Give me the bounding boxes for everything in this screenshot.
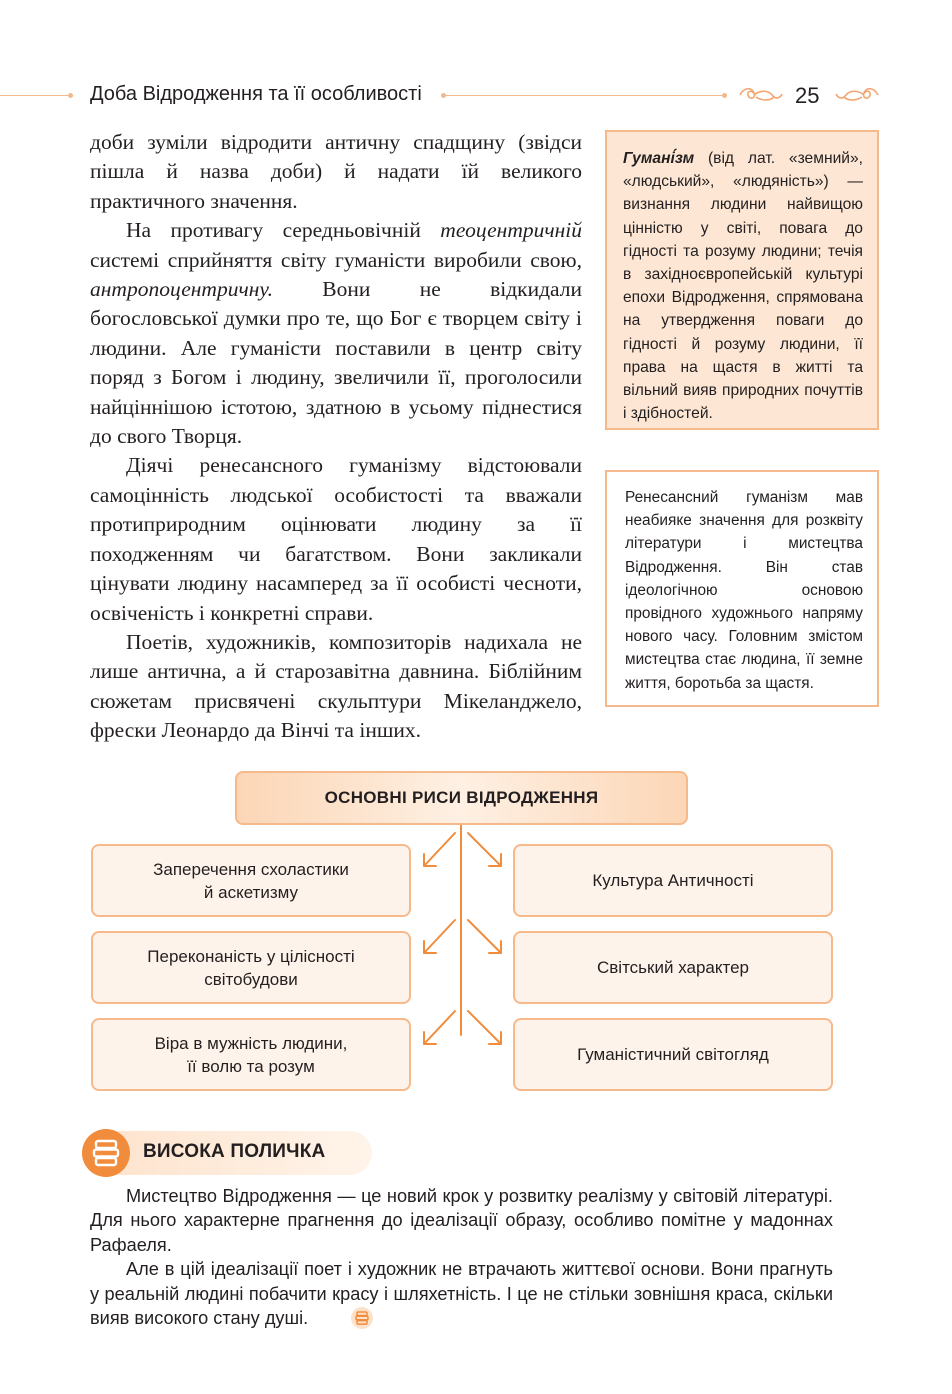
shelf-text xyxy=(90,1184,833,1330)
arrow-left-1 xyxy=(424,833,455,866)
bookshelf-icon xyxy=(82,1129,130,1177)
paragraph-4: Поетів, художників, композиторів надихала не лише антична, а й старозавітна давнина. Біблійним сюжетам присвячені скульптури Мікеланджело, фрески Леонардо да Вінчі та інших. xyxy=(90,629,582,743)
diagram-right-item-2: Світський характер xyxy=(513,931,833,1004)
diagram-right-item-1: Культура Античності xyxy=(513,844,833,917)
term-anthropocentric: антропоцентричну. xyxy=(90,277,273,302)
definition-term: Гумані́зм xyxy=(623,150,695,167)
arrow-right-2 xyxy=(468,920,501,953)
paragraph-1: доби зуміли відродити античну спадщину (звідси пішла й назва доби) й надати їй великого практичного значення. xyxy=(90,130,582,213)
paragraph-2-part-c: Вони не відкидали богословської думки про те, що Бог є творцем світу і людини. Але гуманісти поставили в центр світу поряд з Богом і людину, звеличили її, проголосили найціннішою істотою, здатною в усьому піднестися до свого Творця. xyxy=(90,277,582,449)
bookshelf-end-icon xyxy=(314,1306,338,1330)
paragraph-3: Діячі ренесансного гуманізму відстоювали самоцінність людської особистості та вважали протиприродним оцінювати людину за її походженням чи багатством. Вони закликали цінувати людину насамперед за її особисті чесноти, освіченість і конкретні справи. xyxy=(90,453,582,625)
term-theocentric: теоцентричній xyxy=(440,218,582,243)
shelf-paragraph-1: Мистецтво Відродження — це новий крок у розвитку реалізму у світовій літературі. Для нього характерне прагнення до ідеалізації образу, особливо помітне у мадоннах Рафаеля. xyxy=(90,1186,833,1255)
shelf-paragraph-2-text: Але в цій ідеалізації поет і художник не втрачають життєвої основи. Вони прагнуть у реальній людині побачити красу і шляхетність. І це не стільки зовнішня краса, скільки вияв високого стану душі. xyxy=(90,1259,833,1329)
arrow-left-2 xyxy=(424,920,455,953)
diagram-left-item-1: Заперечення схоластики й аскетизму xyxy=(91,844,411,917)
paragraph-2-part-a: На противагу середньовічній xyxy=(126,218,441,243)
diagram-left-item-3: Віра в мужність людини, її волю та розум xyxy=(91,1018,411,1091)
arrow-right-1 xyxy=(468,833,501,866)
diagram-right-item-3: Гуманістичний світогляд xyxy=(513,1018,833,1091)
diagram-title: ОСНОВНІ РИСИ ВІДРОДЖЕННЯ xyxy=(235,771,688,825)
page-number: 25 xyxy=(795,83,820,108)
definition-text: (від лат. «земний», «людський», «людяність») — визнання людини найвищою цінністю у світі, повага до гідності та розуму людини; течія в західноєвропейській культурі епохи Відродження, спрямована на утвердження поваги до гідності й розуму людини, її права на щастя в житті та вільний вияв природних почуттів і здібностей. xyxy=(623,150,863,423)
diagram-left-item-2: Переконаність у цілісності світобудови xyxy=(91,931,411,1004)
arrow-left-3 xyxy=(424,1011,455,1044)
arrow-right-3 xyxy=(468,1011,501,1044)
header-title: Доба Відродження та її особливості xyxy=(90,83,422,105)
shelf-paragraph-2 xyxy=(90,1257,833,1330)
note-box: Ренесансний гуманізм мав неабияке значення для розквіту літератури і мистецтва Відродження. Він став ідеологічною основою провідного художнього напряму нового часу. Головним змістом мистецтва стає людина, її земне життя, боротьба за щастя. xyxy=(605,470,879,707)
shelf-title: ВИСОКА ПОЛИЧКА xyxy=(143,1141,326,1162)
paragraph-2-part-b: системі сприйняття світу гуманісти виробили свою, xyxy=(90,247,582,272)
